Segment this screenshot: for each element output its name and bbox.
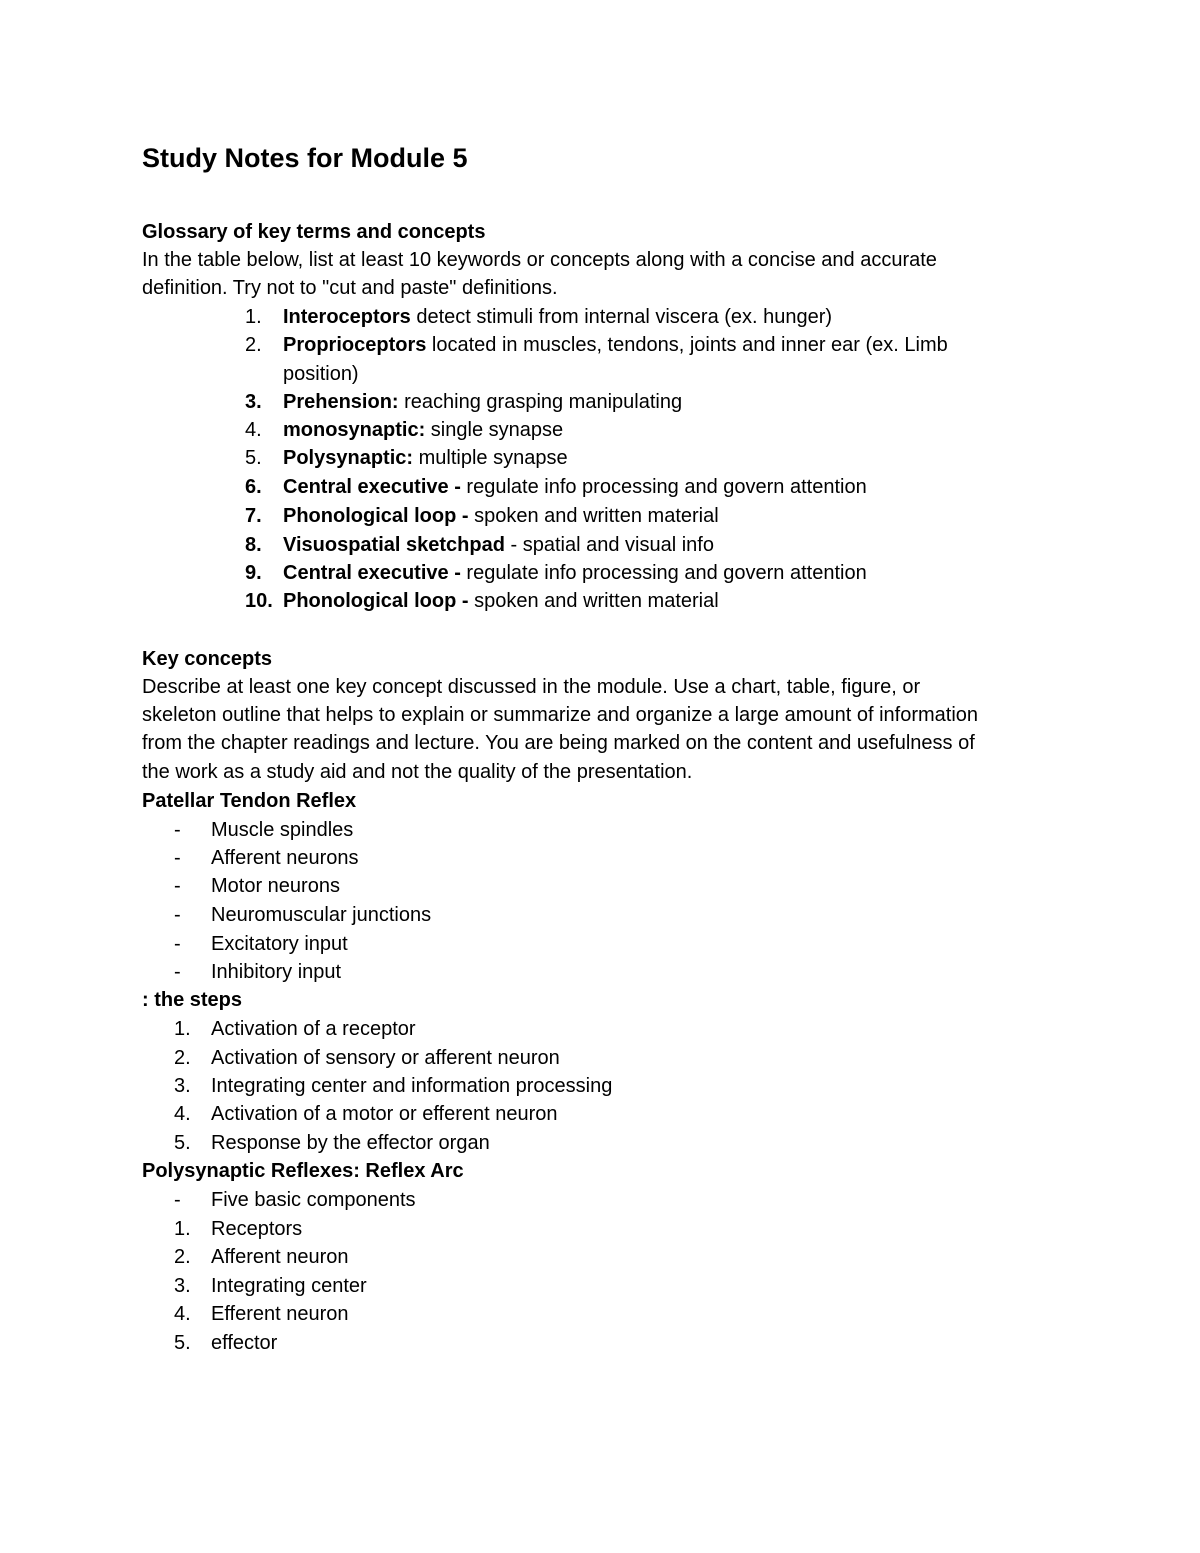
list-number: 3. [245, 391, 262, 413]
glossary-definition: detect stimuli from internal viscera (ex. hunger) [410, 306, 833, 328]
list-item: Response by the effector organ [211, 1132, 490, 1154]
list-number: 6. [245, 476, 262, 498]
list-number: 5. [174, 1132, 191, 1154]
glossary-definition: multiple synapse [413, 447, 568, 469]
polysynaptic-heading: Polysynaptic Reflexes: Reflex Arc [142, 1160, 464, 1182]
key-concepts-text: the work as a study aid and not the quality of the presentation. [142, 761, 693, 783]
glossary-term: Prehension: [283, 391, 399, 413]
list-number: 5. [245, 447, 262, 469]
list-number: 4. [174, 1103, 191, 1125]
list-item: Activation of a motor or efferent neuron [211, 1103, 558, 1125]
patellar-heading: Patellar Tendon Reflex [142, 790, 357, 812]
list-item: Afferent neuron [211, 1246, 349, 1268]
list-item: Five basic components [211, 1189, 416, 1211]
glossary-definition: - spatial and visual info [504, 534, 714, 556]
bullet-marker: - [174, 875, 181, 897]
glossary-term: Central executive - [283, 476, 461, 498]
list-item: Neuromuscular junctions [211, 904, 432, 926]
list-item: Efferent neuron [211, 1303, 349, 1325]
glossary-definition: spoken and written material [468, 505, 719, 527]
list-item: Excitatory input [211, 933, 348, 955]
bullet-marker: - [174, 819, 181, 841]
glossary-term: monosynaptic: [283, 419, 426, 441]
list-number: 4. [174, 1303, 191, 1325]
list-item: effector [211, 1332, 278, 1354]
glossary-item [283, 303, 832, 331]
list-item: Activation of sensory or afferent neuron [211, 1047, 560, 1069]
glossary-intro-line: definition. Try not to "cut and paste" definitions. [142, 277, 558, 299]
list-number: 4. [245, 419, 262, 441]
list-number: 5. [174, 1332, 191, 1354]
list-number: 9. [245, 562, 262, 584]
list-number: 1. [174, 1018, 191, 1040]
bullet-marker: - [174, 847, 181, 869]
glossary-term: Interoceptors [283, 306, 411, 328]
glossary-item [283, 473, 867, 501]
page-title: Study Notes for Module 5 [142, 143, 468, 173]
bullet-marker: - [174, 904, 181, 926]
glossary-intro-line: In the table below, list at least 10 keywords or concepts along with a concise and accurate [142, 249, 937, 271]
list-number: 3. [174, 1275, 191, 1297]
list-item: Afferent neurons [211, 847, 359, 869]
glossary-definition: reaching grasping manipulating [398, 391, 683, 413]
key-concepts-text: from the chapter readings and lecture. You are being marked on the content and usefulness of [142, 732, 975, 754]
bullet-marker: - [174, 933, 181, 955]
glossary-term: Visuospatial sketchpad [283, 534, 505, 556]
list-number: 2. [174, 1246, 191, 1268]
glossary-definition: spoken and written material [468, 590, 719, 612]
glossary-term: Phonological loop - [283, 505, 469, 527]
list-item: Activation of a receptor [211, 1018, 416, 1040]
glossary-definition: regulate info processing and govern attention [460, 476, 867, 498]
glossary-definition: single synapse [425, 419, 564, 441]
key-concepts-text: skeleton outline that helps to explain or summarize and organize a large amount of information [142, 704, 979, 726]
bullet-marker: - [174, 961, 181, 983]
glossary-definition-continued: position) [283, 363, 359, 385]
list-number: 7. [245, 505, 262, 527]
list-number: 1. [174, 1218, 191, 1240]
list-number: 2. [174, 1047, 191, 1069]
glossary-definition: regulate info processing and govern attention [460, 562, 867, 584]
steps-heading: : the steps [142, 989, 243, 1011]
list-number: 1. [245, 306, 262, 328]
list-item: Integrating center [211, 1275, 367, 1297]
glossary-item [283, 559, 867, 587]
glossary-heading: Glossary of key terms and concepts [142, 221, 486, 243]
list-item: Muscle spindles [211, 819, 354, 841]
list-item: Receptors [211, 1218, 303, 1240]
glossary-item [283, 502, 719, 530]
glossary-term: Central executive - [283, 562, 461, 584]
glossary-term: Phonological loop - [283, 590, 469, 612]
glossary-definition: located in muscles, tendons, joints and inner ear (ex. Limb [426, 334, 948, 356]
glossary-item [283, 587, 719, 615]
glossary-term: Proprioceptors [283, 334, 427, 356]
glossary-item [283, 416, 563, 444]
list-item: Integrating center and information processing [211, 1075, 613, 1097]
key-concepts-heading: Key concepts [142, 648, 273, 670]
glossary-item [283, 388, 682, 416]
glossary-item [283, 531, 714, 559]
glossary-item [283, 331, 948, 359]
glossary-term: Polysynaptic: [283, 447, 414, 469]
list-item: Inhibitory input [211, 961, 342, 983]
list-item: Motor neurons [211, 875, 340, 897]
key-concepts-text: Describe at least one key concept discussed in the module. Use a chart, table, figure, or [142, 676, 921, 698]
list-number: 2. [245, 334, 262, 356]
list-number: 10. [245, 590, 273, 612]
glossary-item [283, 444, 568, 472]
bullet-marker: - [174, 1189, 181, 1211]
list-number: 3. [174, 1075, 191, 1097]
list-number: 8. [245, 534, 262, 556]
